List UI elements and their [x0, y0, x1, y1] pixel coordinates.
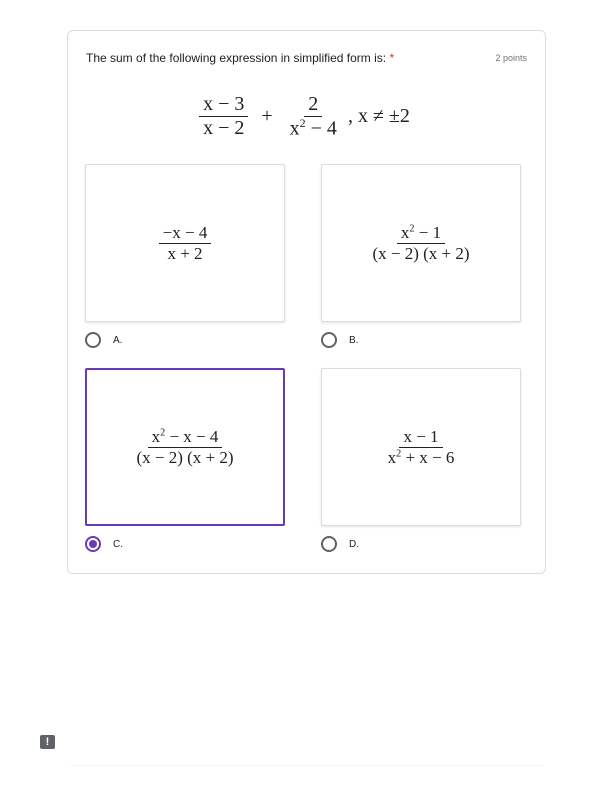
question-text: The sum of the following expression in simplified form is: — [86, 51, 387, 65]
option-d-denominator: $x^2 + x - 6$ — [387, 447, 455, 467]
option-c-numerator: $x^2 - x - 4$ — [148, 427, 223, 448]
option-c-image[interactable] — [85, 368, 285, 526]
fraction-2-denominator: $x^2 - 4$ — [289, 116, 337, 140]
required-asterisk: * — [389, 51, 395, 65]
fraction-1-numerator: x − 3 — [199, 93, 248, 117]
expression-condition: , x ≠ ±2 — [347, 105, 410, 128]
option-b-numerator: $x^2 - 1$ — [397, 223, 445, 244]
option-a[interactable] — [85, 332, 122, 348]
option-d-radio[interactable] — [321, 536, 337, 552]
plus-sign: + — [261, 105, 273, 128]
option-b-label: B. — [349, 334, 359, 346]
option-d-numerator: x − 1 — [399, 427, 442, 448]
option-d-image[interactable] — [321, 368, 521, 526]
option-a-denominator: x + 2 — [167, 243, 203, 263]
option-d-label: D. — [349, 538, 359, 550]
expression-fraction-1 — [199, 93, 248, 140]
fraction-1-denominator: x − 2 — [203, 117, 245, 140]
points-label: 2 points — [495, 53, 527, 63]
option-c-radio[interactable] — [85, 536, 101, 552]
option-d-fraction — [384, 427, 459, 467]
option-a-label: A. — [113, 334, 123, 346]
option-b-denominator: (x − 2) (x + 2) — [372, 243, 470, 263]
option-c-label: C. — [113, 538, 123, 550]
option-b-image[interactable] — [321, 164, 521, 322]
option-b-fraction — [368, 223, 473, 263]
option-a-fraction — [159, 223, 212, 263]
option-a-image[interactable] — [85, 164, 285, 322]
radio-selected-dot — [89, 540, 97, 548]
option-a-numerator: −x − 4 — [159, 223, 212, 244]
option-a-radio[interactable] — [85, 332, 101, 348]
report-problem-icon[interactable]: ! — [40, 735, 55, 749]
question-expression — [68, 93, 545, 141]
question-card — [67, 30, 546, 574]
option-b-radio[interactable] — [321, 332, 337, 348]
option-c-fraction — [132, 427, 237, 467]
option-c[interactable] — [85, 536, 123, 552]
expression-fraction-2 — [286, 93, 341, 141]
option-d[interactable] — [321, 536, 359, 552]
option-c-denominator: (x − 2) (x + 2) — [136, 447, 234, 467]
fraction-2-numerator: 2 — [304, 93, 322, 117]
option-b[interactable] — [321, 332, 358, 348]
question-title — [86, 51, 394, 65]
footer-divider — [70, 765, 544, 766]
